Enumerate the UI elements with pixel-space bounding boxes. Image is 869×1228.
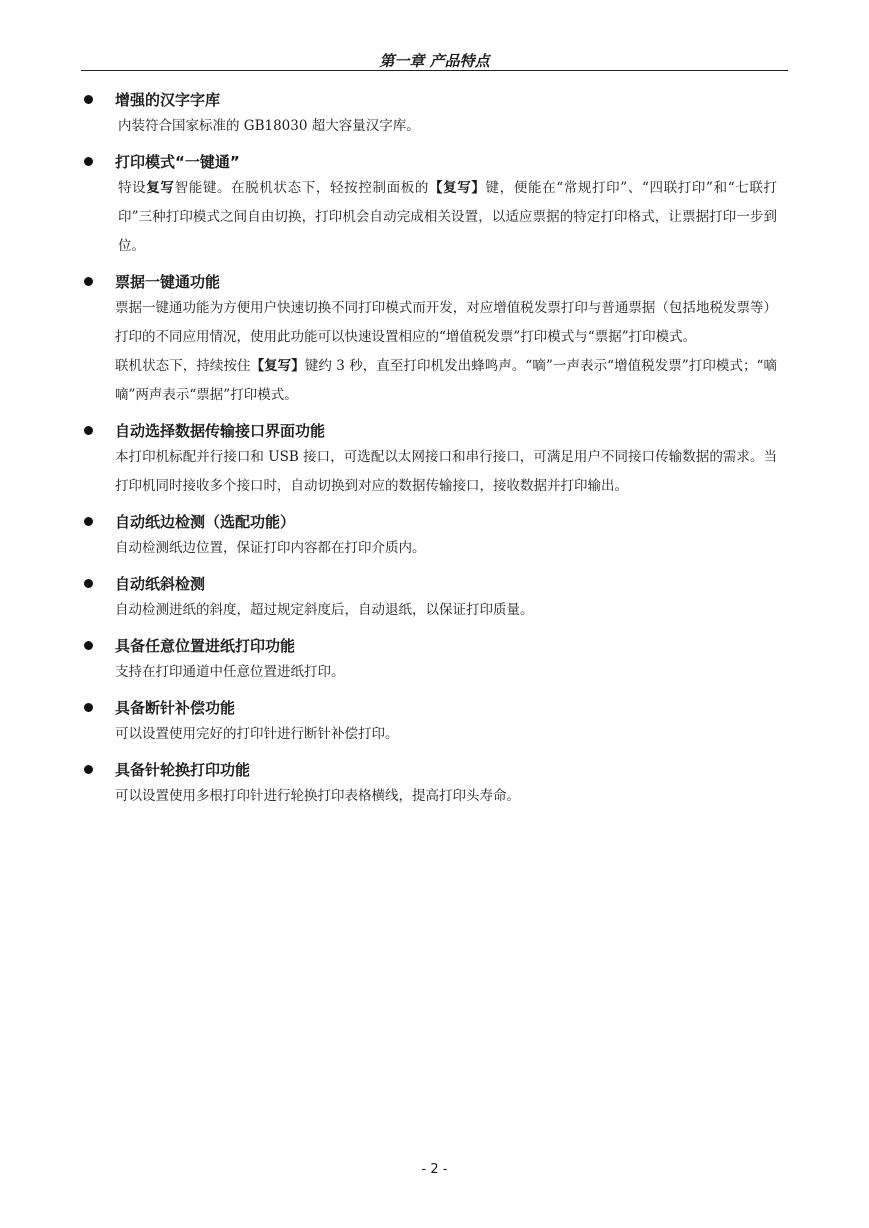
feature-heading: 具备针轮换打印功能 — [115, 761, 251, 779]
feature-description: 特设复写智能键。在脱机状态下，轻按控制面板的【复写】键，便能在“常规打印”、“四联打印”和“七联打印”三种打印模式之间自由切换，打印机会自动完成相关设置，以适应票据的特定打印格式，让票据打印一步到位。 — [118, 180, 778, 254]
feature-item — [82, 758, 782, 811]
header-divider — [81, 70, 788, 71]
feature-description: 自动检测纸边位置，保证打印内容都在打印介质内。 — [115, 540, 426, 556]
feature-description: 内装符合国家标准的 GB18030 超大容量汉字库。 — [118, 118, 420, 134]
feature-description: 可以设置使用多根打印针进行轮换打印表格横线，提高打印头寿命。 — [115, 788, 520, 804]
feature-item — [82, 696, 782, 749]
feature-heading: 自动选择数据传输接口界面功能 — [115, 422, 326, 440]
feature-heading: 具备任意位置进纸打印功能 — [115, 637, 296, 655]
feature-description: 本打印机标配并行接口和 USB 接口，可选配以太网接口和串行接口，可满足用户不同接口传输数据的需求。当打印机同时接收多个接口时，自动切换到对应的数据传输接口，接收数据并打印输出。 — [115, 449, 777, 494]
feature-heading: 自动纸斜检测 — [115, 575, 206, 593]
feature-list — [82, 88, 782, 820]
feature-heading: 增强的汉字字库 — [115, 91, 221, 109]
feature-item — [82, 572, 782, 625]
bullet-icon — [84, 641, 93, 650]
feature-description: 可以设置使用完好的打印针进行断针补偿打印。 — [115, 726, 399, 742]
bullet-icon — [84, 95, 93, 104]
bullet-icon — [84, 765, 93, 774]
feature-item — [82, 634, 782, 687]
feature-description: 票据一键通功能为方便用户快速切换不同打印模式而开发，对应增值税发票打印与普通票据（包括地税发票等）打印的不同应用情况，使用此功能可以快速设置相应的“增值税发票”打印模式与“票据”打印模式。 — [115, 300, 777, 345]
bullet-icon — [84, 157, 93, 166]
feature-item — [82, 419, 782, 501]
bullet-icon — [84, 579, 93, 588]
bullet-icon — [84, 426, 93, 435]
bullet-icon — [84, 517, 93, 526]
feature-heading: 票据一键通功能 — [115, 273, 221, 291]
feature-description: 联机状态下，持续按住【复写】键约 3 秒，直至打印机发出蜂鸣声。“嘀”一声表示“增值税发票”打印模式；“嘀嘀”两声表示“票据”打印模式。 — [115, 358, 778, 403]
feature-description: 自动检测进纸的斜度，超过规定斜度后，自动退纸，以保证打印质量。 — [115, 602, 534, 618]
bullet-icon — [84, 703, 93, 712]
feature-item — [82, 510, 782, 563]
feature-heading: 自动纸边检测（选配功能） — [115, 513, 296, 531]
feature-item — [82, 270, 782, 410]
feature-heading: 打印模式“一键通” — [115, 153, 240, 171]
page-number: - 2 - — [421, 1162, 448, 1177]
chapter-title: 第一章 产品特点 — [379, 52, 490, 70]
feature-item — [82, 150, 782, 261]
feature-item — [82, 88, 782, 141]
bullet-icon — [84, 277, 93, 286]
feature-heading: 具备断针补偿功能 — [115, 699, 236, 717]
feature-description: 支持在打印通道中任意位置进纸打印。 — [115, 664, 345, 680]
